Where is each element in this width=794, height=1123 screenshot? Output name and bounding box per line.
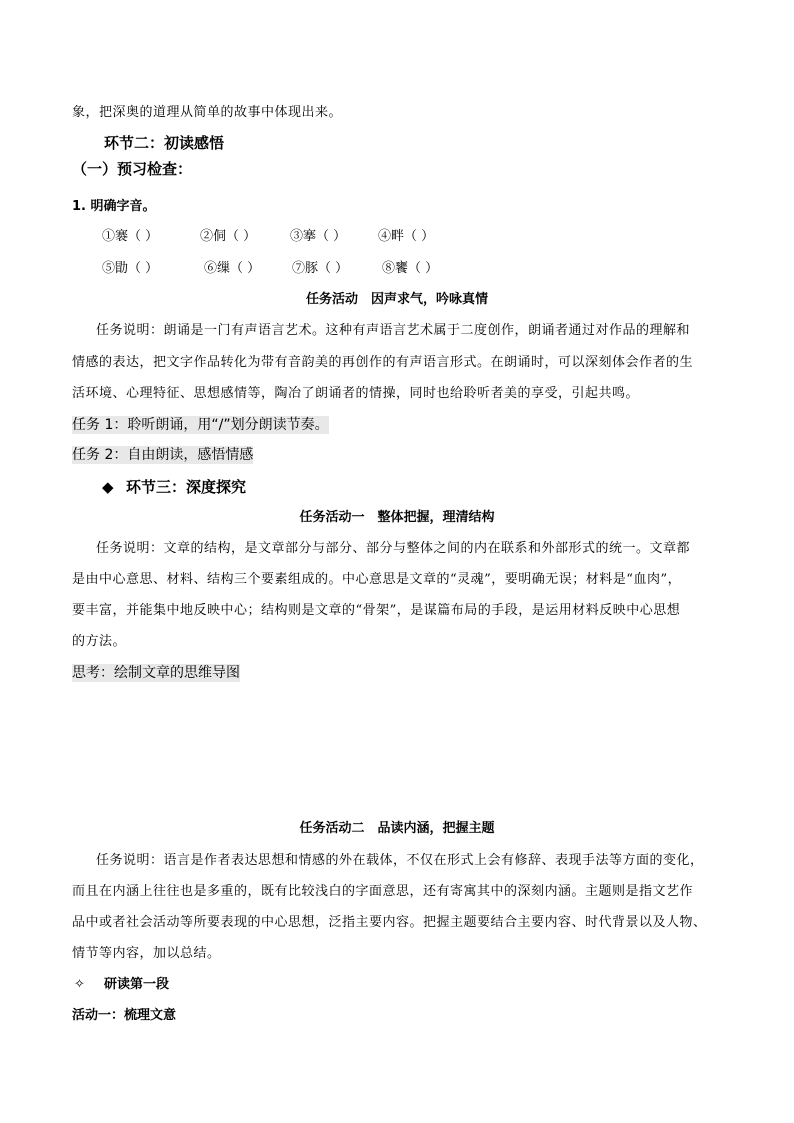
pron-item: ⑦豚（ ） xyxy=(292,261,349,276)
pron-item: ⑤勖（ ） xyxy=(102,261,159,276)
task1: 任务 1：聆听朗诵，用“/”划分朗读节奏。 xyxy=(72,417,329,433)
pron-item: ⑧饔（ ） xyxy=(382,261,439,276)
pron-item: ⑥缫（ ） xyxy=(204,261,261,276)
activity1-desc-line: 是由中心意思、材料、结构三个要素组成的。中心意思是文章的“灵魂”，要明确无误；材料是“血肉”， xyxy=(72,572,682,587)
activity-read-title: 任务活动 因声求气，吟咏真情 xyxy=(305,292,488,307)
section3-title: 环节三：深度探究 xyxy=(126,478,247,496)
task2: 任务 2：自由朗读，感悟情感 xyxy=(72,447,254,463)
think-prompt: 思考：绘制文章的思维导图 xyxy=(72,665,240,681)
section2-title: 环节二：初读感悟 xyxy=(104,134,225,152)
activity1-title: 任务活动一 整体把握，理清结构 xyxy=(299,510,495,525)
pron-item: ①褰（ ） xyxy=(102,229,159,244)
pron-item: ②侗（ ） xyxy=(200,229,257,244)
study-title: 研读第一段 xyxy=(104,977,170,992)
activity1-desc-line: 的方法。 xyxy=(72,634,127,649)
activity-one-title: 活动一：梳理文意 xyxy=(72,1008,177,1023)
preview-title: （一）预习检查： xyxy=(72,160,193,178)
activity1-desc-line: 要丰富，并能集中地反映中心；结构则是文章的“骨架”，是谋篇布局的手段，是运用材料反映中心思想 xyxy=(72,603,681,618)
activity-read-desc-line: 活环境、心理特征、思想感情等，陶冶了朗诵者的情操，同时也给聆听者美的享受，引起共鸣。 xyxy=(72,386,640,401)
item1-title: 1. 明确字音。 xyxy=(72,199,156,214)
activity2-title: 任务活动二 品读内涵，把握主题 xyxy=(299,821,495,836)
activity2-desc-line: 任务说明：语言是作者表达思想和情感的外在载体，不仅在形式上会有修辞、表现手法等方面的变化， xyxy=(96,853,704,868)
activity2-desc-line: 情节等内容，加以总结。 xyxy=(72,946,221,961)
activity-read-desc-line: 情感的表达，把文字作品转化为带有音韵美的再创作的有声语言形式。在朗诵时，可以深刻体会作者的生 xyxy=(72,355,694,370)
top-line: 象，把深奥的道理从简单的故事中体现出来。 xyxy=(72,105,343,120)
activity-read-desc-line: 任务说明：朗诵是一门有声语言艺术。这种有声语言艺术属于二度创作，朗诵者通过对作品的理解和 xyxy=(96,323,691,338)
activity1-desc-line: 任务说明：文章的结构，是文章部分与部分、部分与整体之间的内在联系和外部形式的统一。文章都 xyxy=(96,541,691,556)
activity2-desc-line: 而且在内涵上往往也是多重的，既有比较浅白的字面意思，还有寄寓其中的深刻内涵。主题则是指文艺作 xyxy=(72,884,694,899)
activity2-desc-line: 品中或者社会活动等所要表现的中心思想，泛指主要内容。把握主题要结合主要内容、时代背景以及人物、 xyxy=(72,915,707,930)
pron-item: ④畔（ ） xyxy=(378,229,435,244)
pron-item: ③搴（ ） xyxy=(290,229,347,244)
sparkle-bullet-icon: ✧ xyxy=(74,977,85,992)
diamond-bullet-icon: ◆ xyxy=(102,478,114,496)
